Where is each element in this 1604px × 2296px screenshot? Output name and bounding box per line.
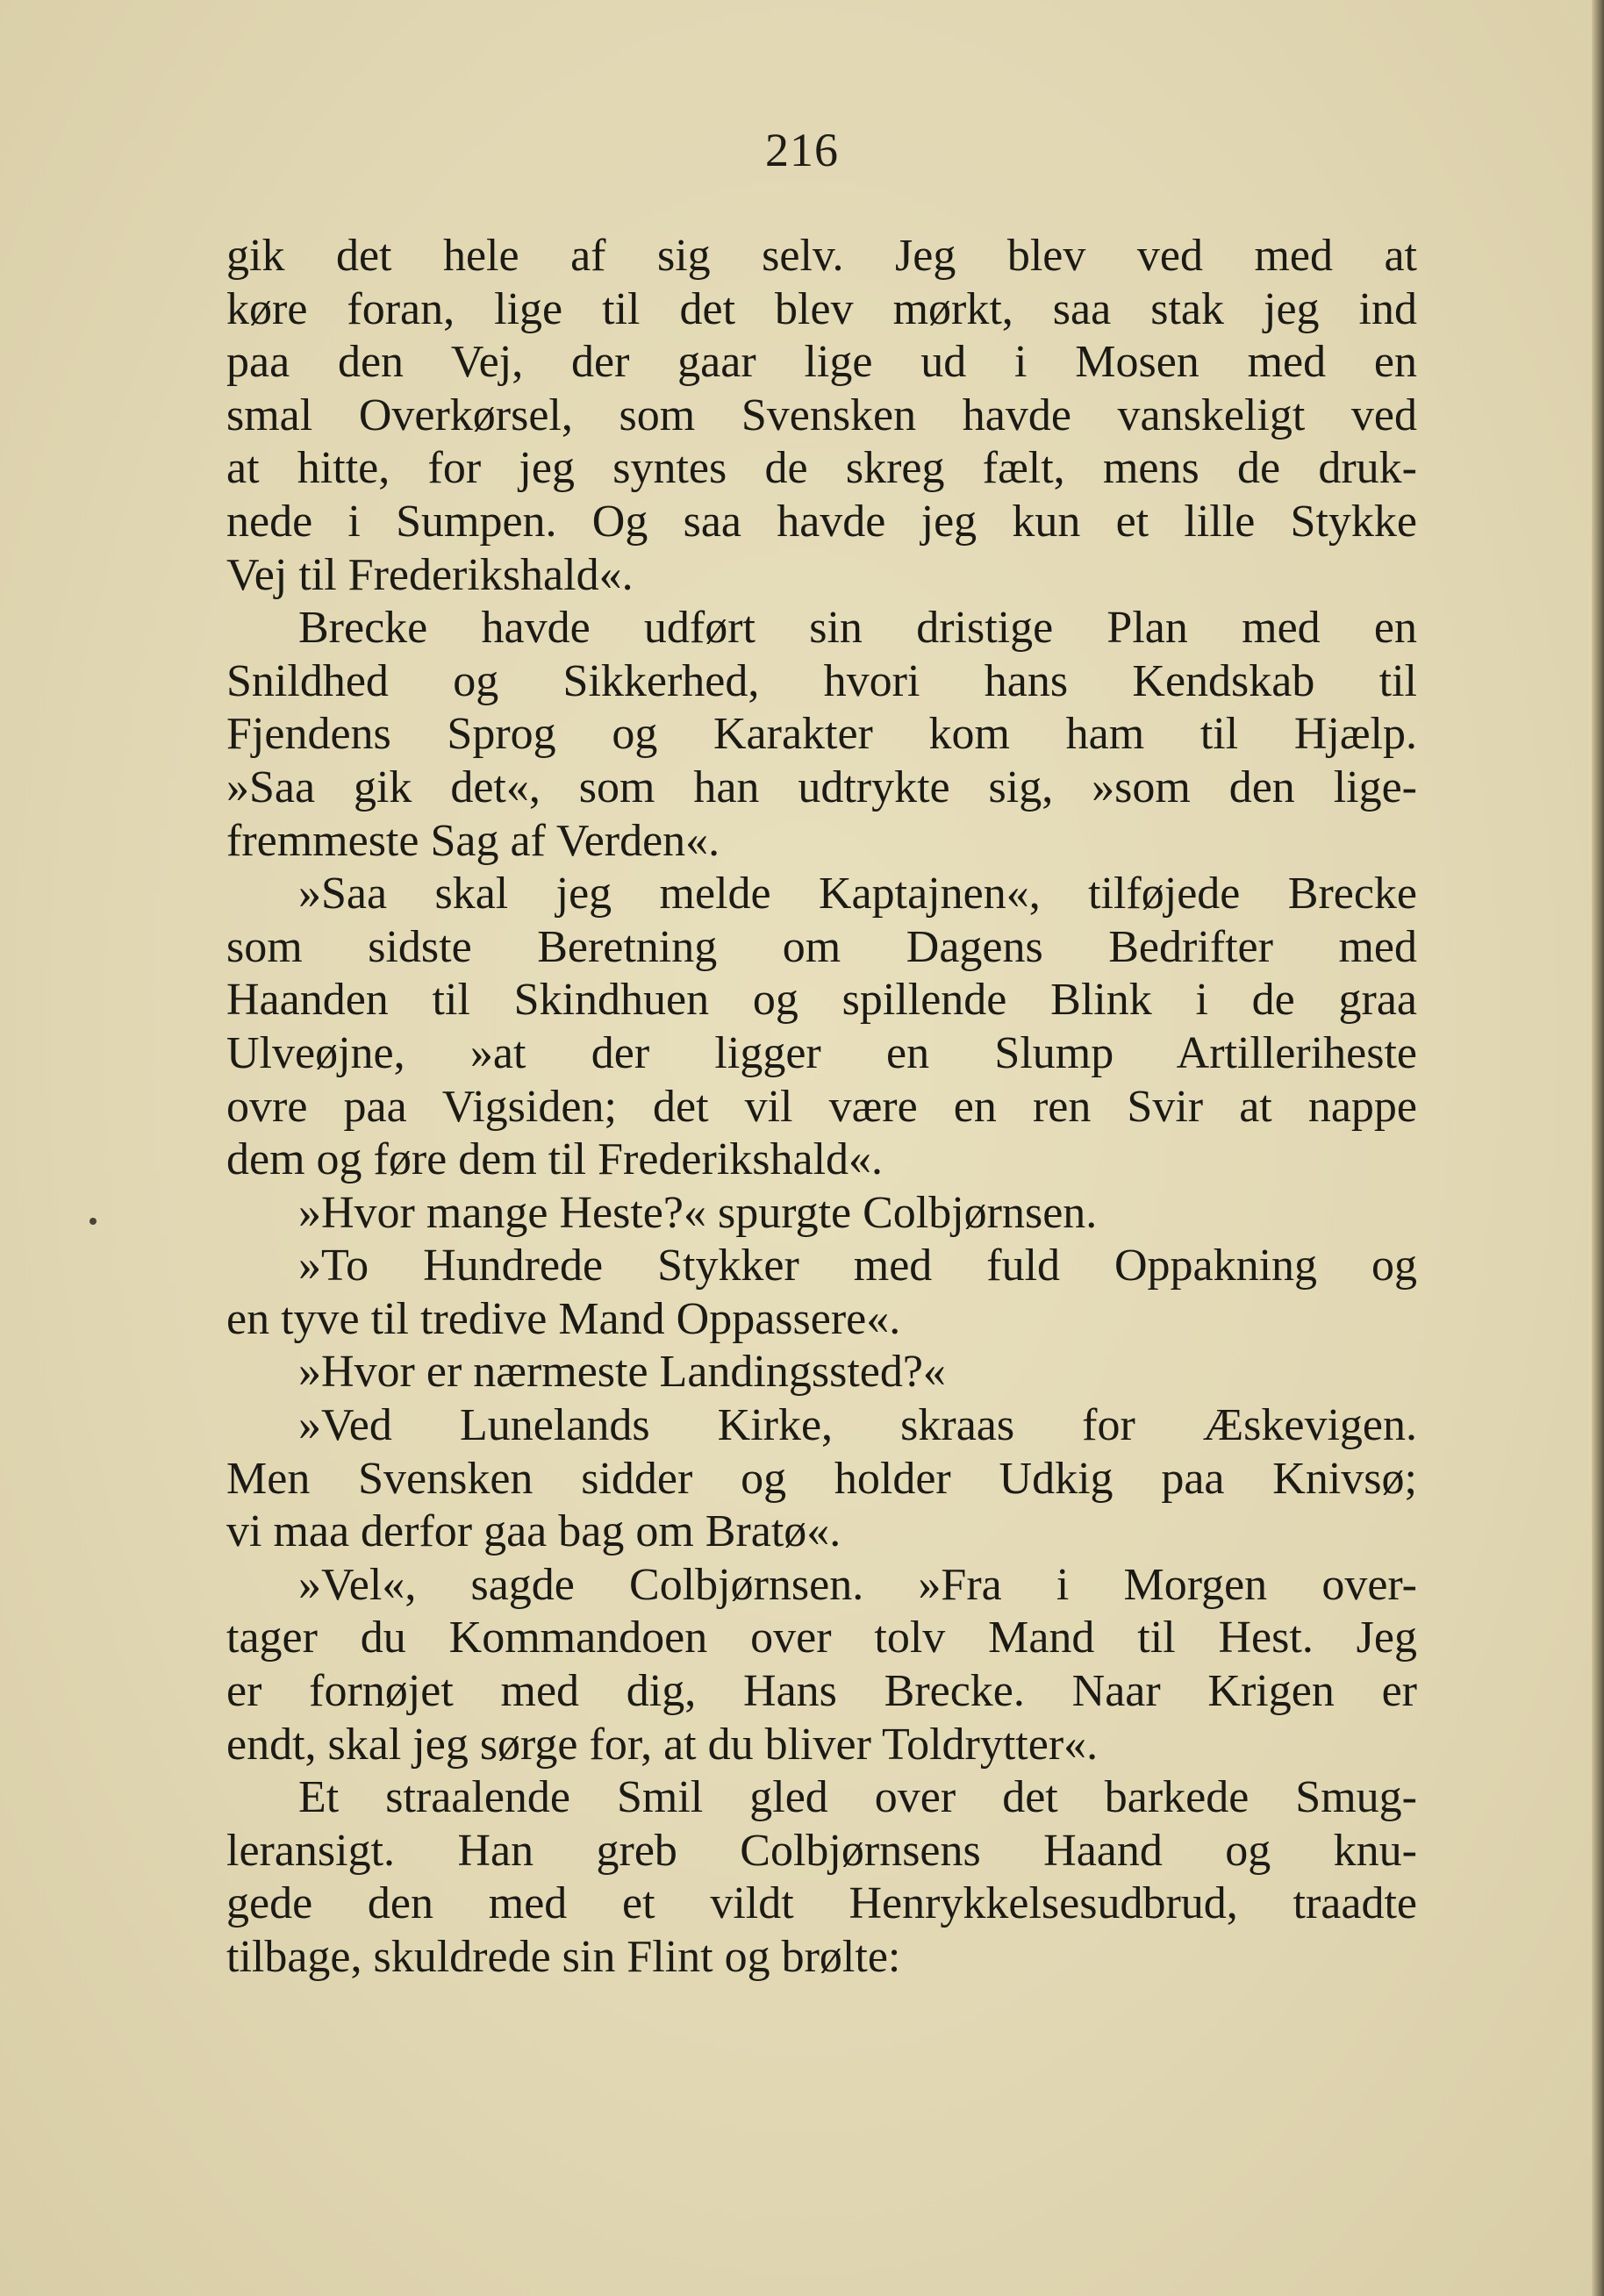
text-line: Et straalende Smil gled over det barkede Smug-: [298, 1772, 1417, 1823]
text-line: nede i Sumpen. Og saa havde jeg kun et lille Stykke: [226, 496, 1417, 547]
text-line: at hitte, for jeg syntes de skreg fælt, mens de druk-: [226, 443, 1417, 494]
body-text: [226, 230, 1417, 1985]
text-line: »Hvor mange Heste?« spurgte Colbjørnsen.: [298, 1187, 1098, 1238]
page-edge-shadow: [1592, 0, 1604, 2296]
print-speck: [90, 1218, 97, 1225]
text-line: Haanden til Skindhuen og spillende Blink i de graa: [226, 975, 1417, 1026]
text-line: tilbage, skuldrede sin Flint og brølte:: [226, 1932, 901, 1982]
text-line: leransigt. Han greb Colbjørnsens Haand og knu-: [226, 1825, 1417, 1876]
text-line: køre foran, lige til det blev mørkt, saa stak jeg ind: [226, 283, 1417, 334]
text-line: Fjendens Sprog og Karakter kom ham til Hjælp.: [226, 709, 1417, 760]
text-line: »Hvor er nærmeste Landingssted?«: [298, 1347, 946, 1398]
text-line: »Saa gik det«, som han udtrykte sig, »som den lige-: [226, 762, 1417, 812]
text-line: som sidste Beretning om Dagens Bedrifter med: [226, 921, 1417, 972]
text-line: endt, skal jeg sørge for, at du bliver Toldrytter«.: [226, 1719, 1099, 1770]
text-line: dem og føre dem til Frederikshald«.: [226, 1134, 884, 1185]
text-line: fremmeste Sag af Verden«.: [226, 815, 720, 866]
text-line: Men Svensken sidder og holder Udkig paa Knivsø;: [226, 1453, 1417, 1504]
text-line: paa den Vej, der gaar lige ud i Mosen med en: [226, 337, 1417, 388]
text-line: »Ved Lunelands Kirke, skraas for Æskevigen.: [298, 1400, 1417, 1451]
text-line: en tyve til tredive Mand Oppassere«.: [226, 1293, 901, 1344]
text-line: Ulveøjne, »at der ligger en Slump Artilleriheste: [226, 1027, 1417, 1078]
text-line: gik det hele af sig selv. Jeg blev ved med at: [226, 231, 1417, 281]
text-line: »To Hundrede Stykker med fuld Oppakning og: [298, 1241, 1417, 1291]
text-line: »Vel«, sagde Colbjørnsen. »Fra i Morgen over-: [298, 1559, 1417, 1610]
text-line: Brecke havde udført sin dristige Plan med en: [298, 603, 1417, 654]
text-line: »Saa skal jeg melde Kaptajnen«, tilføjede Brecke: [298, 869, 1417, 919]
text-line: Snildhed og Sikkerhed, hvori hans Kendskab til: [226, 655, 1417, 706]
text-line: smal Overkørsel, som Svensken havde vanskeligt ved: [226, 390, 1417, 440]
page-number: 216: [765, 124, 839, 176]
text-line: Vej til Frederikshald«.: [226, 549, 634, 600]
text-line: ovre paa Vigsiden; det vil være en ren Svir at nappe: [226, 1081, 1417, 1132]
text-line: vi maa derfor gaa bag om Bratø«.: [226, 1506, 841, 1557]
text-line: gede den med et vildt Henrykkelsesudbrud, traadte: [226, 1878, 1417, 1929]
text-line: tager du Kommandoen over tolv Mand til Hest. Jeg: [226, 1613, 1417, 1663]
text-line: er fornøjet med dig, Hans Brecke. Naar Krigen er: [226, 1666, 1417, 1717]
